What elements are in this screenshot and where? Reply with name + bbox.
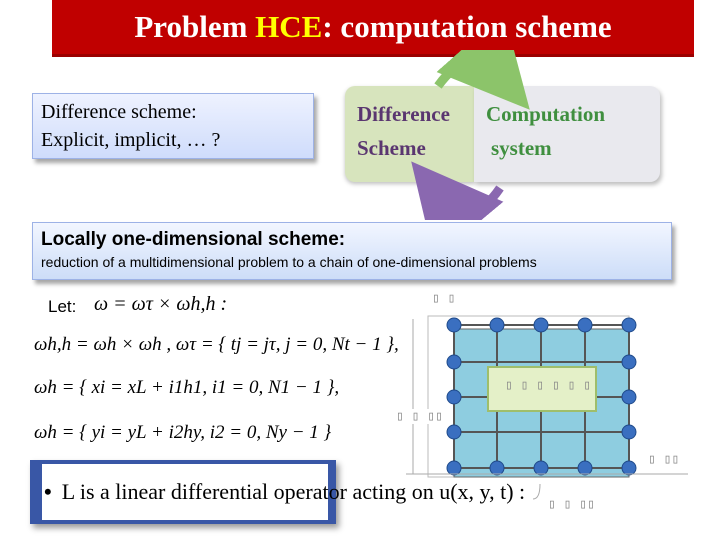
title-bar [52,0,694,57]
bullet-icon: • [44,479,52,504]
computation-system-label: Computation system [486,102,606,160]
title-highlight: HCE [255,9,323,44]
lod-heading: Locally one-dimensional scheme: [41,229,346,250]
let-formula: ω = ωτ × ωh,h : [94,293,228,315]
slide-title: Problem HCE: computation scheme [134,9,612,44]
grid-diagram [388,284,688,516]
formula-omega-y: ωh = { yi = yL + i2hy, i2 = 0, Ny − 1 } [34,422,332,443]
formula-omega-t: ωh,h = ωh × ωh , ωτ = { tj = jτ, j = 0, Nt − 1 }, [34,334,399,355]
cycle-arrows-icon [400,50,540,220]
difference-scheme-label: Difference Scheme [357,102,450,160]
difference-line-1: Difference scheme: [41,101,197,123]
difference-scheme-box [32,93,314,159]
difference-line-2: Explicit, implicit, … ? [41,129,221,151]
operator-text: L is a linear differential operator acting on u(x, y, t) : [61,479,526,504]
lod-subtext: reduction of a multidimensional problem to a chain of one-dimensional problems [41,254,537,270]
grid-label-bottom: ▯ ▯ ▯▯ [548,497,595,512]
grid-label-center: ▯ ▯ ▯ ▯ ▯ ▯ [505,378,592,393]
locally-one-dimensional-box [32,222,672,280]
grid-label-right: ▯ ▯▯ [648,452,680,467]
grid-label-top: ▯ ▯ [432,291,456,306]
grid-label-left: ▯ ▯ ▯▯ [396,409,443,424]
operator-box [42,464,526,520]
formula-omega-x: ωh = { xi = xL + i1h1, i1 = 0, N1 − 1 }, [34,377,340,398]
let-label: Let: [48,297,77,316]
